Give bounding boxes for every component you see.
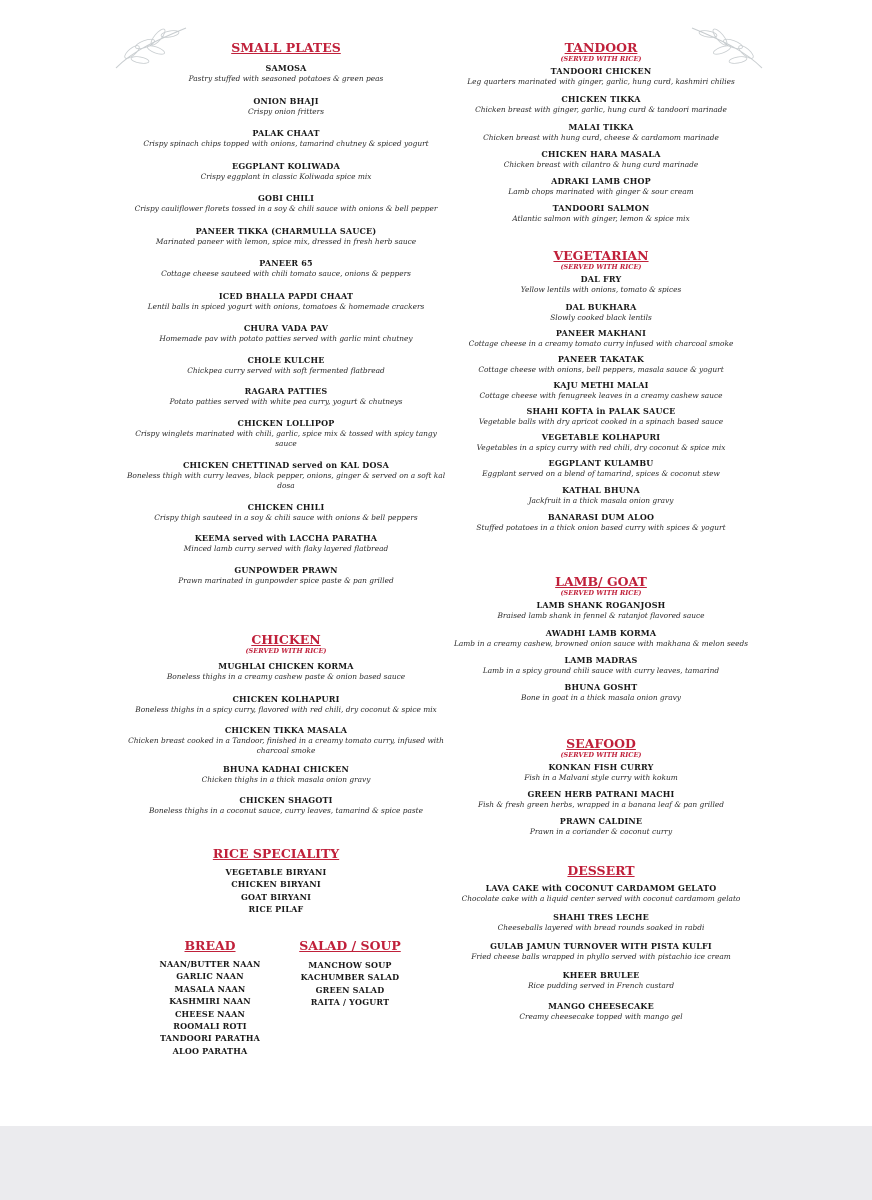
section-subheading: (SERVED WITH RICE) [560,589,642,597]
menu-item-name: MANGO CHEESECAKE [548,1001,654,1011]
menu-item-name: CHICKEN KOLHAPURI [232,694,340,704]
section-rice [126,846,426,916]
list-item: GREEN SALAD [315,984,385,995]
menu-item-description: Crispy spinach chips topped with onions, tamarind chutney & spiced yogurt [143,139,429,148]
section-heading: RICE SPECIALITY [212,846,340,861]
menu-item-description: Yellow lentils with onions, tomato & spices [520,285,682,294]
menu-item-description: Chicken breast with hung curd, cheese & cardamom marinade [483,133,719,142]
menu-item [126,795,446,816]
menu-item [446,682,756,703]
menu-item-name: GOBI CHILI [257,193,315,203]
list-item: RAITA / YOGURT [310,997,390,1008]
section-subheading: (SERVED WITH RICE) [245,647,327,655]
menu-item-name: DAL FRY [580,274,622,284]
lamb-goat-list [446,600,756,703]
menu-item [446,600,756,621]
menu-item [446,883,756,904]
menu-item-name: TANDOORI SALMON [552,203,650,213]
menu-item [126,226,446,247]
list-item: KACHUMBER SALAD [300,972,400,983]
menu-item-description: Minced lamb curry served with flaky layered flatbread [183,544,389,553]
menu-item-description: Crispy cauliflower florets tossed in a soy & chili sauce with onions & bell pepper [134,204,438,213]
menu-item-name: MUGHLAI CHICKEN KORMA [218,661,354,671]
menu-item-name: CHICKEN TIKKA [561,94,641,104]
list-item: ALOO PARATHA [172,1045,248,1056]
menu-item-name: KEEMA served with LACCHA PARATHA [194,533,378,543]
menu-item-description: Stuffed potatoes in a thick onion based curry with spices & yogurt [476,523,726,532]
section-heading: SEAFOOD [566,736,636,751]
menu-item [446,655,756,676]
section-heading: CHICKEN [251,632,321,647]
menu-item-description: Crispy thigh sauteed in a soy & chili sauce with onions & bell peppers [154,513,418,522]
section-heading: LAMB/ GOAT [555,574,647,589]
tandoor-list [446,66,756,224]
menu-item-name: TANDOORI CHICKEN [550,66,652,76]
menu-item-description: Boneless thigh with curry leaves, black pepper, onions, ginger & served on a soft kal dosa [126,471,446,490]
menu-item [126,128,446,149]
list-item: VEGETABLE BIRYANI [225,867,327,877]
menu-item-name: RAGARA PATTIES [244,386,328,396]
section-heading: DESSERT [567,863,635,878]
section-heading: SALAD / SOUP [299,938,401,953]
menu-item-name: CHOLE KULCHE [247,355,325,365]
menu-item-name: SHAHI TRES LECHE [553,912,649,922]
small-plates-list [126,63,446,586]
menu-item [446,458,756,479]
section-heading: BREAD [184,938,236,953]
menu-item-description: Slowly cooked black lentils [550,313,652,322]
list-item: CHICKEN BIRYANI [231,879,321,890]
bread-list [150,958,270,1057]
rice-list [126,866,426,916]
menu-item-name: BANARASI DUM ALOO [547,512,655,522]
section-heading: SMALL PLATES [231,40,341,55]
menu-item-name: ONION BHAJI [253,96,319,106]
list-item: ROOMALI ROTI [173,1021,247,1032]
menu-item-description: Bone in goat in a thick masala onion gravy [521,693,681,702]
menu-item-name: CHICKEN LOLLIPOP [237,418,335,428]
menu-item-description: Potato patties served with white pea curry, yogurt & chutneys [169,397,403,406]
menu-item-description: Fish in a Malvani style curry with kokum [524,773,678,782]
menu-item-name: KHEER BRULEE [562,970,640,980]
menu-item [446,203,756,224]
menu-item [126,386,446,407]
section-subheading: (SERVED WITH RICE) [560,263,642,271]
menu-item-description: Leg quarters marinated with ginger, garlic, hung curd, kashmiri chilies [467,77,735,86]
list-item: TANDOORI PARATHA [159,1033,261,1044]
menu-item [126,565,446,586]
list-item: GOAT BIRYANI [240,891,312,902]
menu-item [446,176,756,197]
menu-item-description: Crispy onion fritters [247,107,324,116]
menu-item-description: Chicken breast cooked in a Tandoor, finished in a creamy tomato curry, infused with charcoal smoke [128,736,444,755]
menu-item-name: LAMB MADRAS [564,655,638,665]
menu-item [126,96,446,117]
section-chicken [126,632,446,816]
menu-item-description: Jackfruit in a thick masala onion gravy [528,496,674,505]
menu-item-description: Fried cheese balls wrapped in phyllo served with pistachio ice cream [471,952,731,961]
menu-item [126,502,446,523]
menu-item-name: CHICKEN TIKKA MASALA [224,725,348,735]
menu-item-description: Lamb in a spicy ground chili sauce with curry leaves, tamarind [482,666,720,675]
menu-item-description: Eggplant served on a blend of tamarind, spices & coconut stew [482,469,720,478]
menu-item-description: Prawn marinated in gunpowder spice paste & pan grilled [178,576,394,585]
menu-item-name: SHAHI KOFTA in PALAK SAUCE [526,406,676,416]
menu-item-name: EGGPLANT KOLIWADA [232,161,340,171]
menu-item-name: BHUNA KADHAI CHICKEN [222,764,350,774]
menu-item-description: Prawn in a coriander & coconut curry [529,827,673,836]
menu-item-name: PANEER 65 [259,258,313,268]
menu-item-name: DAL BUKHARA [565,302,637,312]
menu-item-name: CHURA VADA PAV [243,323,329,333]
seafood-list [446,762,756,837]
section-heading: TANDOOR [564,40,638,55]
menu-item-name: CHICKEN HARA MASALA [541,149,661,159]
menu-item-description: Rice pudding served in French custard [527,981,675,990]
menu-item [446,149,756,170]
menu-item-name: GREEN HERB PATRANI MACHI [527,789,675,799]
vegetarian-list [446,274,756,533]
section-salad-soup [290,938,410,1009]
section-subheading: (SERVED WITH RICE) [560,751,642,759]
section-tandoor [446,40,756,224]
menu-item [126,161,446,182]
section-small-plates [126,40,446,586]
menu-item [126,418,446,449]
menu-item-description: Chicken thighs in a thick masala onion gravy [201,775,371,784]
list-item: RICE PILAF [248,904,304,915]
menu-item [446,328,756,349]
menu-item-name: CHICKEN SHAGOTI [239,795,333,805]
menu-item-description: Creamy cheesecake topped with mango gel [519,1012,683,1021]
menu-item [446,66,756,87]
section-bread [150,938,270,1057]
menu-item-name: PANEER MAKHANI [555,328,647,338]
menu-item [446,406,756,427]
menu-item-description: Braised lamb shank in fennel & ratanjot flavored sauce [497,611,705,620]
menu-item-name: VEGETABLE KOLHAPURI [541,432,661,442]
menu-item-name: CHICKEN CHETTINAD served on KAL DOSA [182,460,389,470]
menu-item-description: Cottage cheese with onions, bell peppers, masala sauce & yogurt [478,365,724,374]
menu-item-name: PRAWN CALDINE [559,816,643,826]
menu-item-name: GULAB JAMUN TURNOVER WITH PISTA KULFI [490,941,712,951]
menu-item [446,941,756,962]
menu-item-description: Vegetable balls with dry apricot cooked in a spinach based sauce [478,417,724,426]
menu-item-name: MALAI TIKKA [568,122,634,132]
menu-item [446,762,756,783]
menu-item-name: ICED BHALLA PAPDI CHAAT [218,291,354,301]
menu-item [446,432,756,453]
menu-item-name: KATHAL BHUNA [562,485,640,495]
menu-item-name: PANEER TAKATAK [557,354,645,364]
section-seafood [446,736,756,837]
menu-item [446,816,756,837]
menu-item [126,460,446,491]
menu-item [446,94,756,115]
menu-item [126,193,446,214]
menu-item-description: Chicken breast with cilantro & hung curd marinade [503,160,699,169]
menu-item-name: PANEER TIKKA (CHARMULLA SAUCE) [195,226,377,236]
menu-item-description: Cottage cheese with fenugreek leaves in a creamy cashew sauce [479,391,723,400]
menu-item [446,485,756,506]
menu-item-name: ADRAKI LAMB CHOP [551,176,651,186]
menu-item [446,354,756,375]
menu-item-description: Lamb in a creamy cashew, browned onion sauce with makhana & melon seeds [453,639,749,648]
menu-item [446,274,756,295]
menu-item [126,661,446,682]
menu-item-description: Homemade pav with potato patties served with garlic mint chutney [159,334,413,343]
menu-item [126,63,446,84]
menu-item-description: Boneless thighs in a coconut sauce, curry leaves, tamarind & spice paste [149,806,423,815]
menu-item-description: Chicken breast with ginger, garlic, hung curd & tandoori marinade [475,105,727,114]
menu-item [446,1001,756,1022]
menu-item-name: LAMB SHANK ROGANJOSH [536,600,666,610]
menu-item-description: Boneless thighs in a creamy cashew paste & onion based sauce [166,672,406,681]
menu-item-description: Atlantic salmon with ginger, lemon & spice mix [512,214,690,223]
menu-item-name: LAVA CAKE with COCONUT CARDAMOM GELATO [485,883,717,893]
menu-item [126,291,446,312]
menu-item-name: PALAK CHAAT [252,128,320,138]
menu-item-description: Boneless thighs in a spicy curry, flavored with red chili, dry coconut & spice mix [135,705,437,714]
list-item: GARLIC NAAN [176,971,244,982]
menu-item [126,355,446,376]
dessert-list [446,883,756,1022]
list-item: MANCHOW SOUP [308,960,392,970]
menu-item [126,694,446,715]
menu-item-description: Chocolate cake with a liquid center served with coconut cardamom gelato [461,894,741,903]
salad-soup-list [290,959,410,1009]
menu-item-name: AWADHI LAMB KORMA [545,628,657,638]
list-item: KASHMIRI NAAN [169,996,251,1007]
list-item: MASALA NAAN [174,983,246,994]
menu-item-description: Crispy winglets marinated with chili, garlic, spice mix & tossed with spicy tangy sauce [135,429,437,448]
scan-margin [0,1126,872,1200]
menu-item-description: Cottage cheese sauteed with chili tomato sauce, onions & peppers [161,269,411,278]
menu-item-name: EGGPLANT KULAMBU [548,458,654,468]
chicken-list [126,661,446,816]
menu-item-description: Cheeseballs layered with bread rounds soaked in rabdi [497,923,705,932]
list-item: NAAN/BUTTER NAAN [159,959,261,969]
menu-item-description: Vegetables in a spicy curry with red chili, dry coconut & spice mix [476,443,726,452]
list-item: CHEESE NAAN [174,1008,246,1019]
section-subheading: (SERVED WITH RICE) [560,55,642,63]
menu-item [446,789,756,810]
menu-item [446,302,756,323]
menu-item-name: KAJU METHI MALAI [553,380,649,390]
menu-item-name: SAMOSA [265,63,307,73]
menu-item-name: BHUNA GOSHT [564,682,638,692]
menu-item [126,725,446,756]
menu-item [126,764,446,785]
menu-item-description: Chickpea curry served with soft fermented flatbread [187,366,385,375]
menu-item [446,512,756,533]
menu-item [126,258,446,279]
menu-item [446,122,756,143]
menu-item [446,970,756,991]
menu-item [446,380,756,401]
section-lamb-goat [446,574,756,703]
menu-item [446,628,756,649]
section-heading: VEGETARIAN [553,248,649,263]
menu-item-description: Cottage cheese in a creamy tomato curry infused with charcoal smoke [468,339,734,348]
menu-item [446,912,756,933]
menu-item-description: Lentil balls in spiced yogurt with onions, tomatoes & homemade crackers [147,302,425,311]
menu-item-description: Fish & fresh green herbs, wrapped in a banana leaf & pan grilled [478,800,724,809]
menu-item-description: Marinated paneer with lemon, spice mix, dressed in fresh herb sauce [155,237,417,246]
menu-item-description: Lamb chops marinated with ginger & sour cream [508,187,694,196]
menu-item-name: KONKAN FISH CURRY [548,762,654,772]
menu-item-name: CHICKEN CHILI [247,502,325,512]
menu-item-description: Crispy eggplant in classic Koliwada spice mix [200,172,372,181]
menu-item-name: GUNPOWDER PRAWN [234,565,338,575]
section-vegetarian [446,248,756,533]
menu-item-description: Pastry stuffed with seasoned potatoes & green peas [188,74,384,83]
menu-item [126,323,446,344]
menu-item [126,533,446,554]
section-dessert [446,863,756,1022]
